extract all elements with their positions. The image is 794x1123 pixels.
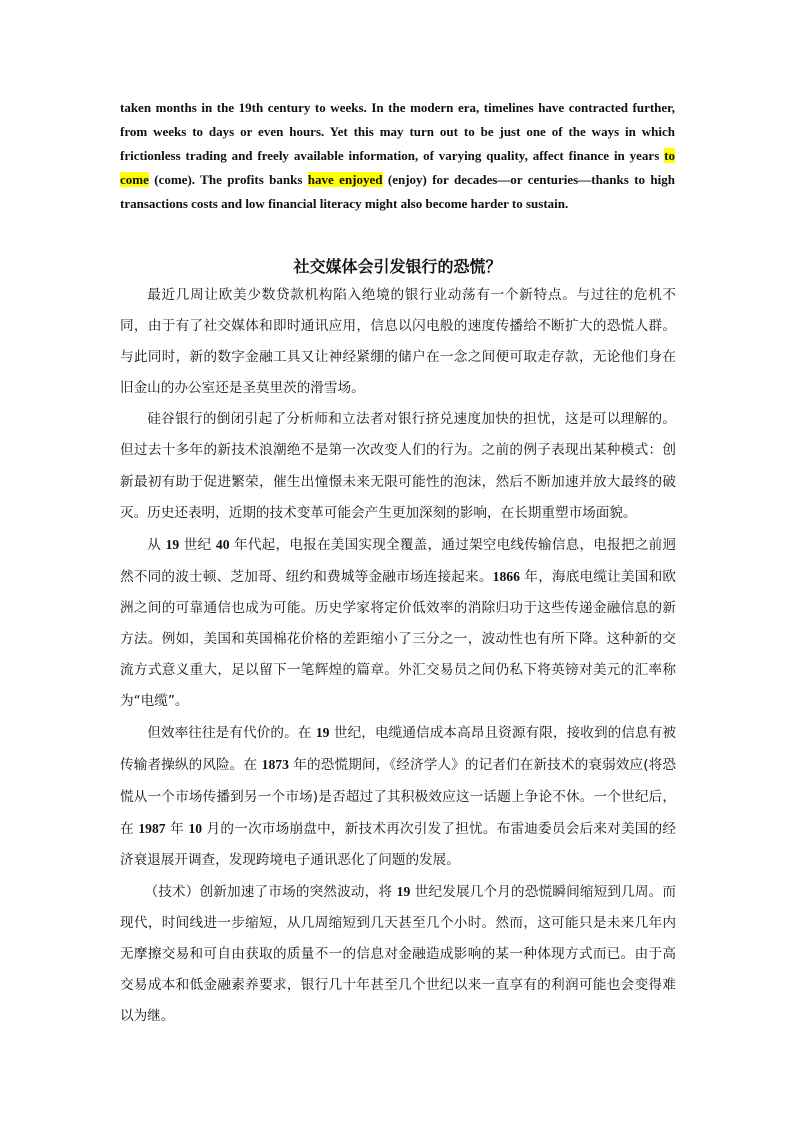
p4-text-d: 年 <box>165 820 189 837</box>
p4-year-1987: 1987 <box>138 820 166 836</box>
p4-century-19: 19 <box>315 725 330 741</box>
paragraph-4 <box>120 717 676 875</box>
english-paragraph <box>120 96 675 216</box>
paragraph-1: 最近几周让欧美少数贷款机构陷入绝境的银行业动荡有一个新特点。与过往的危机不同，由于有了社交媒体和即时通讯应用，信息以闪电般的速度传播给不断扩大的恐慌人群。与此同时，新的数字金融工具又让神经紧绷的储户在一念之间便可取走存款，无论他们身在旧金山的办公室还是圣莫里茨的滑雪场。 <box>120 287 676 397</box>
p3-text-c: 年代起，电报在美国实现全覆盖，通过架空电线传输信息，电报把之前迥然不同的波士顿、芝加哥、纽约和费城等金融市场连接起来。 <box>120 536 676 585</box>
paragraph-3 <box>120 529 676 718</box>
p3-text-a: 从 <box>147 536 166 553</box>
p4-year-1873: 1873 <box>261 757 289 773</box>
paragraph-2: 硅谷银行的倒闭引起了分析师和立法者对银行挤兑速度加快的担忧，这是可以理解的。但过去十多年的新技术浪潮绝不是第一次改变人们的行为。之前的例子表现出某种模式：创新最初有助于促进繁荣，催生出憧憬未来无限可能性的泡沫，然后不断加速并放大最终的破灭。历史还表明，近期的技术变革可能会产生更加深刻的影响，在长期重塑市场面貌。 <box>120 411 676 521</box>
chinese-body <box>120 280 676 1032</box>
p3-text-d: 年，海底电缆让美国和欧洲之间的可靠通信也成为可能。历史学家将定价低效率的消除归功于这些传递金融信息的新方法。例如，美国和英国棉花价格的差距缩小了三分之一，波动性也有所下降。这种新的交流方式意义重大，足以留下一笔辉煌的篇章。外汇交易员之间仍私下将英镑对美元的汇率称为“电缆”。 <box>120 568 677 710</box>
p5-text-a: （技术）创新加速了市场的突然波动，将 <box>144 883 397 900</box>
p5-text-b: 世纪发展几个月的恐慌瞬间缩短到几周。而现代，时间线进一步缩短，从几周缩短到几天甚至几个小时。然而，这可能只是未来几年内无摩擦交易和可自由获取的质量不一的信息对金融造成影响的某一种体现方式而已。由于高交易成本和低金融素养要求，银行几十年甚至几个世纪以来一直享有的利润可能也会变得难以为继。 <box>120 883 676 1025</box>
highlight-to-come: to come <box>120 148 675 187</box>
p4-text-a: 但效率往往是有代价的。在 <box>147 725 316 742</box>
article-title: 社交媒体会引发银行的恐慌？ <box>293 257 502 276</box>
p4-text-c: 年的恐慌期间，《经济学人》的记者们在新技术的衰弱效应(将恐慌从一个市场传播到另一个市场)是否超过了其积极效应这一话题上争论不休。一个世纪后，在 <box>120 757 676 837</box>
highlight-have-enjoyed: have enjoyed <box>307 172 383 187</box>
english-text-2: (come). The profits banks <box>148 172 308 187</box>
p3-year-1866: 1866 <box>492 568 520 584</box>
paragraph-5 <box>120 876 676 1032</box>
p4-text-e: 月的一次市场崩盘中，新技术再次引发了担忧。布雷迪委员会后来对美国的经济衰退展开调查，发现跨境电子通讯恶化了问题的发展。 <box>120 820 676 868</box>
p4-text-b: 世纪，电缆通信成本高昂且资源有限，接收到的信息有被传输者操纵的风险。在 <box>120 725 676 774</box>
p3-year-19: 19 <box>165 536 180 552</box>
english-text-3: (enjoy) for decades—or centuries—thanks to high transactions costs and low financial literacy might also become harder to sustain. <box>120 172 675 211</box>
p4-month-10: 10 <box>188 820 203 836</box>
english-text-1: taken months in the 19th century to weeks. In the modern era, timelines have contracted further, from weeks to days or even hours. Yet this may turn out to be just one of the ways in which frictionless trading and freely available information, of varying quality, affect finance in years <box>120 100 675 163</box>
p3-text-b: 世纪 <box>179 536 216 553</box>
p3-decade-40: 40 <box>215 536 230 552</box>
p5-century-19: 19 <box>396 883 411 899</box>
